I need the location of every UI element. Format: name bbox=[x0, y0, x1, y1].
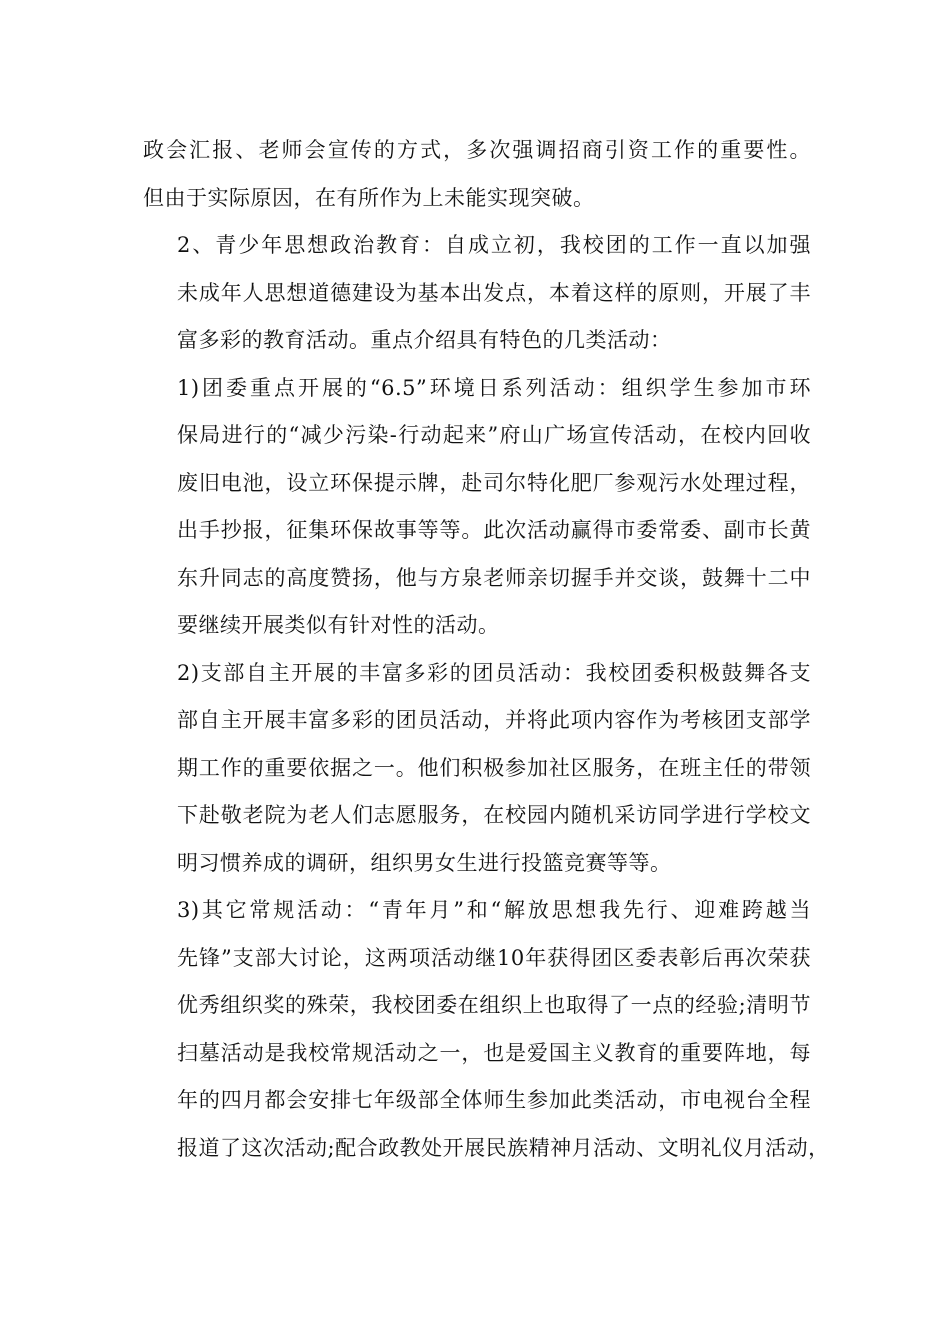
text-line: 扫墓活动是我校常规活动之一，也是爱国主义教育的重要阵地，每 bbox=[177, 1040, 811, 1065]
document-body bbox=[143, 127, 830, 1172]
text-line: 但由于实际原因，在有所作为上未能实现突破。 bbox=[143, 185, 595, 210]
text-line: 先锋”支部大讨论，这两项活动继10年获得团区委表彰后再次荣获 bbox=[177, 945, 811, 970]
text-line: 保局进行的“减少污染-行动起来”府山广场宣传活动，在校内回收 bbox=[177, 423, 811, 447]
text-line: 废旧电池，设立环保提示牌，赴司尔特化肥厂参观污水处理过程， bbox=[177, 470, 811, 495]
text-line: 年的四月都会安排七年级部全体师生参加此类活动，市电视台全程 bbox=[177, 1088, 811, 1112]
text-line: 富多彩的教育活动。重点介绍具有特色的几类活动： bbox=[177, 328, 672, 352]
text-line: 部自主开展丰富多彩的团员活动，并将此项内容作为考核团支部学 bbox=[177, 708, 811, 732]
text-line: 3)其它常规活动：“青年月”和“解放思想我先行、迎难跨越当 bbox=[177, 898, 811, 922]
paragraph bbox=[143, 650, 811, 888]
text-line: 1)团委重点开展的“6.5”环境日系列活动：组织学生参加市环 bbox=[177, 375, 811, 400]
text-line: 2、青少年思想政治教育：自成立初，我校团的工作一直以加强 bbox=[177, 233, 811, 257]
text-line: 政会汇报、老师会宣传的方式，多次强调招商引资工作的重要性。 bbox=[143, 138, 811, 162]
text-line: 出手抄报，征集环保故事等等。此次活动赢得市委常委、副市长黄 bbox=[177, 518, 811, 542]
paragraph bbox=[143, 127, 811, 222]
paragraph bbox=[143, 222, 811, 365]
text-line: 下赴敬老院为老人们志愿服务，在校园内随机采访同学进行学校文 bbox=[177, 803, 811, 827]
text-line: 报道了这次活动;配合政教处开展民族精神月活动、文明礼仪月活动， bbox=[177, 1135, 830, 1160]
text-line: 优秀组织奖的殊荣，我校团委在组织上也取得了一点的经验;清明节 bbox=[177, 993, 811, 1017]
paragraph bbox=[143, 887, 830, 1172]
text-line: 期工作的重要依据之一。他们积极参加社区服务，在班主任的带领 bbox=[177, 755, 811, 780]
text-line: 东升同志的高度赞扬，他与方泉老师亲切握手并交谈，鼓舞十二中 bbox=[177, 565, 811, 590]
paragraph bbox=[143, 365, 811, 650]
text-line: 未成年人思想道德建设为基本出发点，本着这样的原则，开展了丰 bbox=[177, 280, 811, 305]
text-line: 要继续开展类似有针对性的活动。 bbox=[177, 613, 500, 637]
text-line: 2)支部自主开展的丰富多彩的团员活动：我校团委积极鼓舞各支 bbox=[177, 660, 811, 685]
text-line: 明习惯养成的调研，组织男女生进行投篮竞赛等等。 bbox=[177, 850, 672, 875]
